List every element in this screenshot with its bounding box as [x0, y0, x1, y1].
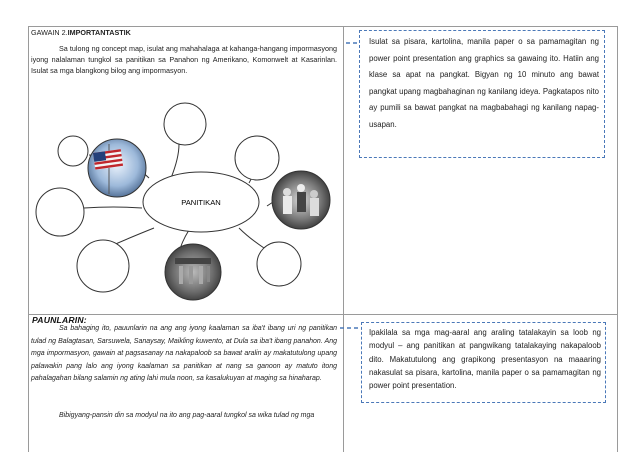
photo-flag-circle — [88, 139, 146, 197]
photo-scene-circle — [165, 244, 221, 300]
activity-title-name: IMPORTANTASTIK — [67, 28, 131, 37]
center-node-label: PANITIKAN — [181, 198, 221, 207]
blank-circle-top — [164, 103, 206, 145]
concept-map — [29, 88, 341, 312]
blank-circle-left — [36, 188, 84, 236]
table-row-divider — [28, 314, 618, 315]
teacher-note-bottom-connector — [340, 325, 362, 331]
activity-title — [31, 27, 331, 38]
blank-circle-top-right — [235, 136, 279, 180]
table-border-right — [617, 26, 618, 452]
blank-circle-bottom-right — [257, 242, 301, 286]
paunlarin-heading: PAUNLARIN: — [32, 315, 87, 325]
paunlarin-paragraph-2: Bibigyang-pansin din sa modyul na ito ang pag-aaral tungkol sa wika tulad ng mga — [59, 412, 315, 419]
worksheet-page — [28, 26, 618, 452]
activity-instructions: Sa tulong ng concept map, isulat ang mahahalaga at kahanga-hangang impormasyong iyong nalalaman tungkol sa panitikan sa Panahon ng Amerikano, Komonwelt at Kasarinlan. Isulat sa mga blangkong bilog ang impormasyon. — [31, 44, 337, 75]
paunlarin-paragraph-1: Sa bahaging ito, pauunlarin na ang ang iyong kaalaman sa iba't ibang uri ng panitikan tulad ng Balagtasan, Sarsuwela, Sanaysay, Maikling kuwento, at Dula sa iba't ibang panahon. Ang mga impormasyon, gawain at pagsasanay na nakapaloob sa bawat aralin ay makatutulong upang palawakin pang lalo ang iyong kaalaman sa panitikan at nang sa ganoon ay matuto itong pahalagahan bilang salamin ng ating lahi mula noon, sa kasalukuyan at maging sa hinaharap. — [31, 325, 337, 383]
activity-title-prefix: GAWAIN 2. — [31, 28, 68, 37]
photo-people-circle — [272, 171, 330, 229]
blank-circle-bottom-left — [77, 240, 129, 292]
blank-circle-left-top — [58, 136, 88, 166]
teacher-note-bottom-text: Ipakilala sa mga mag-aaral ang araling tatalakayin sa loob ng modyul – ang panitikan at pangwikang tatalakaying nakapaloob dito. Makatutulong ang grapikong presentasyon na maaaring nakasulat sa pisara, kartolina, manila paper o sa pamamagitan ng power point presentation. — [369, 328, 601, 391]
table-column-divider — [343, 26, 344, 452]
teacher-note-top-connector — [346, 40, 362, 46]
teacher-note-top-text: Isulat sa pisara, kartolina, manila paper o sa pamamagitan ng power point presentation ang graphics sa gawaing ito. Hatiin ang klase sa apat na pangkat. Bigyan ng 10 minuto ang bawat pangkat upang magbahaginan ng kanilang ideya. Pagkatapos nito ay pumili sa bawat pangkat na magbabahagi ng kanilang napag-usapan. — [369, 37, 599, 129]
